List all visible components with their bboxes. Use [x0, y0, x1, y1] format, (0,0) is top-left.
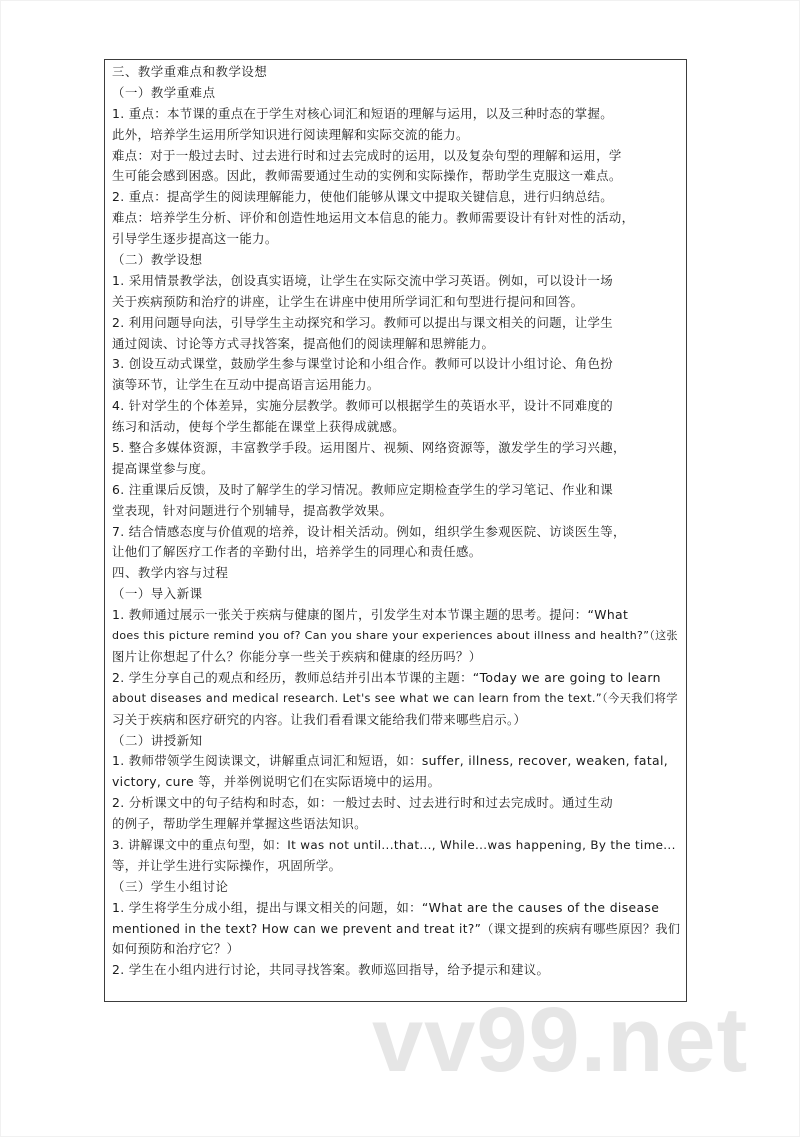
text-line: 练习和活动，使每个学生都能在课堂上获得成就感。 — [112, 419, 406, 435]
text-line: （二）教学设想 — [112, 252, 203, 268]
text-line: 1. 教师带领学生阅读课文，讲解重点词汇和短语，如：suffer, illness, recover, weaken, fatal, — [112, 753, 669, 769]
text-line: 堂表现，针对问题进行个别辅导，提高教学效果。 — [112, 502, 393, 518]
text-line: 4. 针对学生的个体差异，实施分层教学。教师可以根据学生的英语水平，设计不同难度的 — [112, 398, 613, 414]
text-line: 1. 采用情景教学法，创设真实语境，让学生在实际交流中学习英语。例如，可以设计一场 — [112, 272, 613, 288]
text-line: 1. 教师通过展示一张关于疾病与健康的图片，引发学生对本节课主题的思考。提问：“What — [112, 607, 629, 623]
text-line: 2. 学生在小组内进行讨论，共同寻找答案。教师巡回指导，给予提示和建议。 — [112, 962, 550, 978]
text-line: 如何预防和治疗它？） — [112, 941, 240, 957]
text-line: 难点：培养学生分析、评价和创造性地运用文本信息的能力。教师需要设计有针对性的活动， — [112, 210, 635, 226]
text-line: 1. 学生将学生分成小组，提出与课文相关的问题，如：“What are the causes of the disease — [112, 899, 660, 915]
text-line: does this picture remind you of? Can you share your experiences about illness and health?”（这张 — [112, 629, 678, 643]
lesson-plan-table-cell — [104, 59, 687, 1002]
text-line: 难点：对于一般过去时、过去进行时和过去完成时的运用，以及复杂句型的理解和运用，学 — [112, 147, 622, 163]
text-line: 3. 创设互动式课堂，鼓励学生参与课堂讨论和小组合作。教师可以设计小组讨论、角色扮 — [112, 356, 613, 372]
text-line: 让他们了解医疗工作者的辛勤付出，培养学生的同理心和责任感。 — [112, 544, 482, 560]
text-line: 引导学生逐步提高这一能力。 — [112, 231, 278, 247]
text-line: 2. 分析课文中的句子结构和时态，如：一般过去时、过去进行时和过去完成时。通过生动 — [112, 795, 613, 811]
text-line: 1. 重点：本节课的重点在于学生对核心词汇和短语的理解与运用，以及三种时态的掌握。 — [112, 105, 613, 121]
text-line: 图片让你想起了什么？你能分享一些关于疾病和健康的经历吗？） — [112, 648, 482, 664]
text-line: 通过阅读、讨论等方式寻找答案，提高他们的阅读理解和思辨能力。 — [112, 335, 495, 351]
text-line: 5. 整合多媒体资源，丰富教学手段。运用图片、视频、网络资源等，激发学生的学习兴趣， — [112, 440, 626, 456]
text-line: 3. 讲解课文中的重点句型，如：It was not until...that..., While...was happening, By the time... — [112, 837, 676, 852]
text-line: 演等环节，让学生在互动中提高语言运用能力。 — [112, 377, 380, 393]
text-line: 6. 注重课后反馈，及时了解学生的学习情况。教师应定期检查学生的学习笔记、作业和课 — [112, 481, 613, 497]
text-line: victory, cure 等，并举例说明它们在实际语境中的运用。 — [112, 774, 441, 790]
text-line: 2. 学生分享自己的观点和经历，教师总结并引出本节课的主题：“Today we are going to learn — [112, 669, 661, 685]
text-line: mentioned in the text? How can we prevent and treat it?”（课文提到的疾病有哪些原因？我们 — [112, 921, 680, 936]
text-line: 四、教学内容与过程 — [112, 565, 229, 581]
text-line: 2. 重点：提高学生的阅读理解能力，使他们能够从课文中提取关键信息，进行归纳总结。 — [112, 189, 613, 205]
watermark: vv99.net — [372, 989, 749, 1091]
text-line: （二）讲授新知 — [112, 732, 203, 748]
text-line: 生可能会感到困惑。因此，教师需要通过生动的实例和实际操作，帮助学生克服这一难点。 — [112, 168, 622, 184]
text-line: （三）学生小组讨论 — [112, 878, 229, 894]
text-line: 此外，培养学生运用所学知识进行阅读理解和实际交流的能力。 — [112, 126, 469, 142]
text-line: 三、教学重难点和教学设想 — [112, 64, 268, 79]
text-line: （一）教学重难点 — [112, 84, 216, 100]
text-line: 习关于疾病和医疗研究的内容。让我们看看课文能给我们带来哪些启示。） — [112, 711, 527, 727]
text-line: 2. 利用问题导向法，引导学生主动探究和学习。教师可以提出与课文相关的问题，让学生 — [112, 314, 613, 330]
text-line: 提高课堂参与度。 — [112, 460, 214, 476]
text-line: about diseases and medical research. Let's see what we can learn from the text.”（今天我们将学 — [112, 691, 678, 705]
text-line: （一）导入新课 — [112, 586, 203, 602]
text-line: 的例子，帮助学生理解并掌握这些语法知识。 — [112, 816, 367, 832]
text-line: 等，并让学生进行实际操作，巩固所学。 — [112, 857, 342, 873]
text-line: 7. 结合情感态度与价值观的培养，设计相关活动。例如，组织学生参观医院、访谈医生等， — [112, 523, 626, 539]
text-line: 关于疾病预防和治疗的讲座，让学生在讲座中使用所学词汇和句型进行提问和回答。 — [112, 293, 584, 309]
